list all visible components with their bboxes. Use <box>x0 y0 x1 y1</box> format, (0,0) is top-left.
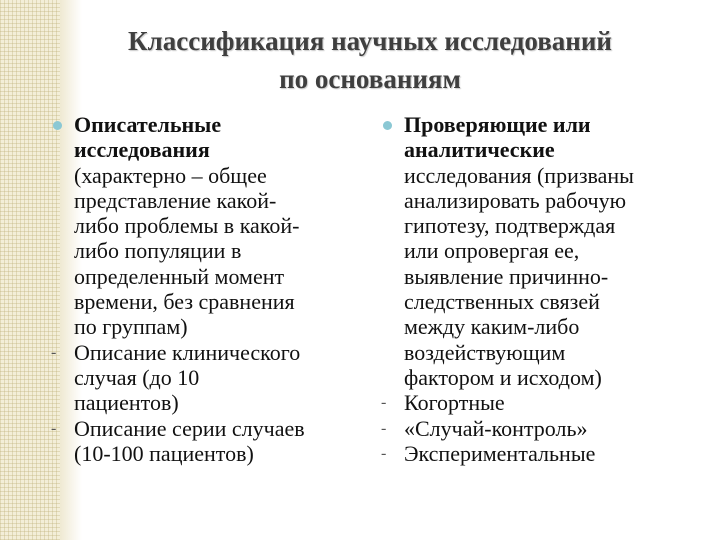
item-heading-line: Проверяющие или <box>404 112 591 137</box>
item-text-line: анализировать рабочую <box>404 187 627 213</box>
analytical-studies-item <box>380 112 710 390</box>
item-text-line: исследования (призваны <box>404 162 634 188</box>
item-text-line: или опровергая ее, <box>404 238 580 264</box>
item-text-line: определенный момент <box>74 263 285 289</box>
item-heading-line: аналитические <box>404 137 555 163</box>
sub-item-line: Экспериментальные <box>404 440 596 466</box>
bullet-icon <box>383 121 392 130</box>
dash-marker: - <box>381 419 387 437</box>
sub-item-line: пациентов) <box>74 390 179 416</box>
sub-item-cohort <box>380 390 710 415</box>
item-text-line: выявление причинно- <box>404 263 609 289</box>
item-heading-line: исследования <box>74 137 210 163</box>
dash-marker: - <box>51 419 57 437</box>
sub-item-clinical-case <box>50 340 350 416</box>
title-line-2: по основаниям <box>279 64 461 94</box>
item-text-line: фактором и исходом) <box>404 364 602 390</box>
sub-item-case-control <box>380 416 710 441</box>
sub-item-case-series <box>50 416 350 467</box>
sub-item-line: случая (до 10 <box>74 364 200 390</box>
right-column <box>380 112 710 466</box>
sub-item-experimental <box>380 441 710 466</box>
item-text-line: либо проблемы в какой- <box>74 213 300 239</box>
slide-title <box>80 22 660 98</box>
item-text-line: времени, без сравнения <box>74 289 295 315</box>
item-text-line: (характерно – общее <box>74 162 267 188</box>
descriptive-studies-item <box>50 112 350 340</box>
sub-item-line: (10-100 пациентов) <box>74 440 254 466</box>
bullet-icon <box>53 121 62 130</box>
sub-item-line: Описание клинического <box>74 339 301 365</box>
title-line-1: Классификация научных исследований <box>128 26 612 56</box>
item-text-line: гипотезу, подтверждая <box>404 213 616 239</box>
dash-marker: - <box>381 394 387 412</box>
item-heading-line: Описательные <box>74 112 222 137</box>
item-text-line: представление какой- <box>74 187 277 213</box>
item-text-line: между каким-либо <box>404 314 580 340</box>
sub-item-line: Описание серии случаев <box>74 415 305 441</box>
left-column <box>50 112 350 466</box>
item-text-line: либо популяции в <box>74 238 242 264</box>
item-text-line: следственных связей <box>404 289 600 315</box>
sub-item-line: «Случай-контроль» <box>404 415 588 441</box>
dash-marker: - <box>51 343 57 361</box>
sub-item-line: Когортные <box>404 390 505 416</box>
dash-marker: - <box>381 444 387 462</box>
item-text-line: по группам) <box>74 314 188 340</box>
item-text-line: воздействующим <box>404 339 566 365</box>
